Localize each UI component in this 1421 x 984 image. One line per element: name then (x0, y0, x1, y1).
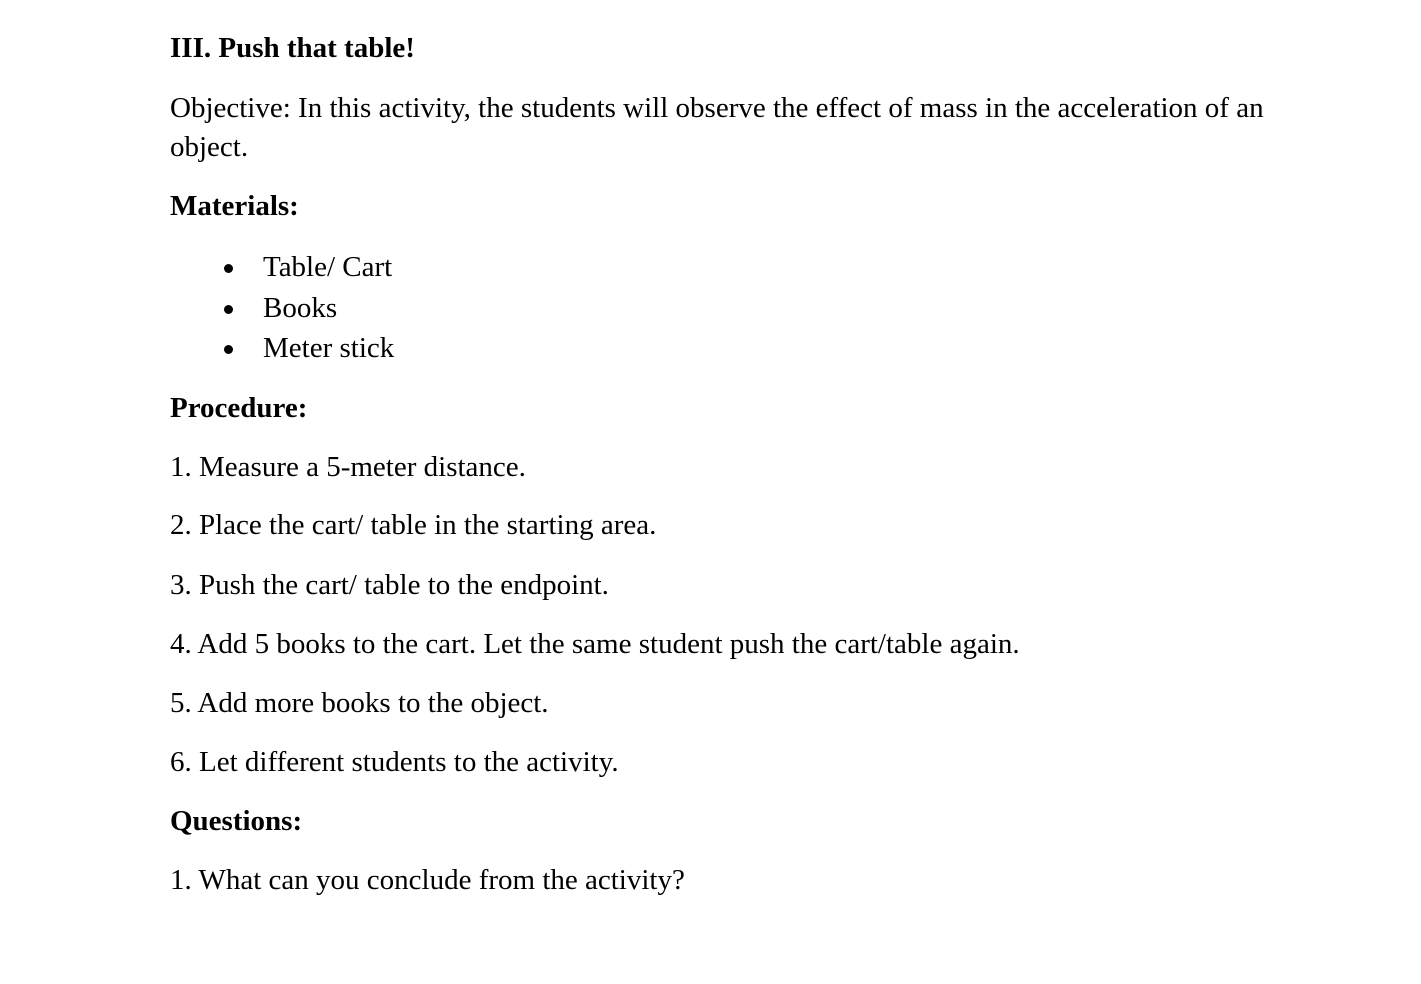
question-item: 1. What can you conclude from the activity? (170, 864, 685, 896)
materials-heading: Materials: (170, 190, 299, 222)
section-title: III. Push that table! (170, 32, 415, 64)
procedure-step: 6. Let different students to the activity. (170, 746, 619, 778)
procedure-heading: Procedure: (170, 392, 308, 424)
materials-item-label: Table/ Cart (263, 251, 393, 283)
materials-item-label: Books (263, 292, 338, 324)
materials-item-label: Meter stick (263, 332, 395, 364)
bullet-icon (224, 305, 233, 314)
bullet-icon (224, 345, 233, 354)
questions-heading: Questions: (170, 805, 303, 837)
bullet-icon (224, 264, 233, 273)
procedure-step: 5. Add more books to the object. (170, 687, 549, 719)
procedure-step: 3. Push the cart/ table to the endpoint. (170, 569, 609, 601)
procedure-step: 1. Measure a 5-meter distance. (170, 451, 526, 483)
procedure-step: 2. Place the cart/ table in the starting area. (170, 509, 657, 541)
procedure-step: 4. Add 5 books to the cart. Let the same student push the cart/table again. (170, 628, 1020, 660)
objective-paragraph: Objective: In this activity, the students will observe the effect of mass in the acceleration of an object. (170, 92, 1264, 163)
